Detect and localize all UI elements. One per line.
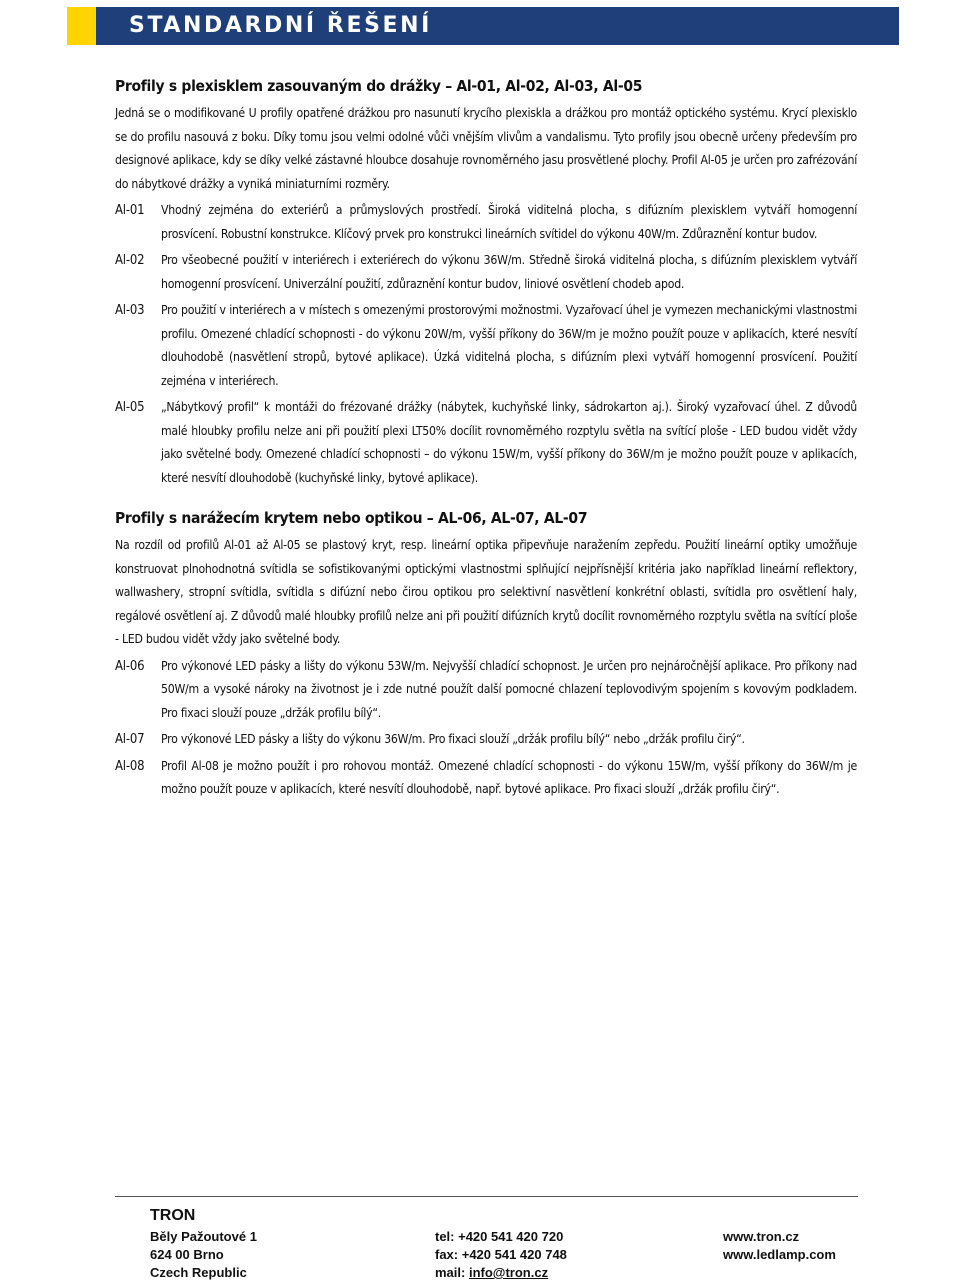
web-block xyxy=(723,1228,836,1264)
section2 xyxy=(115,506,857,802)
profile-code: Al-08 xyxy=(115,758,145,774)
list-item xyxy=(115,728,857,752)
list-item xyxy=(115,755,857,802)
list-item xyxy=(115,655,857,726)
list-item xyxy=(115,249,857,296)
footer-divider xyxy=(115,1196,858,1197)
section2-heading: Profily s narážecím krytem nebo optikou – AL-06, AL-07, AL-07 xyxy=(115,509,588,527)
section1-heading: Profily s plexisklem zasouvaným do drážky – Al-01, Al-02, Al-03, Al-05 xyxy=(115,77,643,95)
document-body xyxy=(115,74,857,802)
website-link-tron[interactable]: www.tron.cz xyxy=(723,1229,800,1244)
profile-code: Al-01 xyxy=(115,203,145,218)
company-name: TRON xyxy=(150,1207,196,1224)
profile-code: Al-02 xyxy=(115,253,145,268)
profile-description: „Nábytkový profil“ k montáži do frézované drážky (nábytek, kuchyňské linky, sádrokarton aj.). Široký vyzařovací úhel. Z důvodů malé hloubky profilu nelze ani při použití plexi LT50% docílit rovnoměrného rozptylu světla na svítící ploše - LED budou vidět vždy jako světelné body. Omezené chladící schopnosti – do výkonu 15W/m, vyšší příkony do 36W/m je možno použít pouze v aplikacích, které nesvítí dlouhodobě (kuchyňské linky, bytové aplikace). xyxy=(161,400,857,485)
fax-number: fax: +420 541 420 748 xyxy=(435,1247,567,1262)
profile-description: Profil Al-08 je možno použít i pro rohovou montáž. Omezené chladící schopnosti - do výkonu 15W/m, vyšší příkony do 36W/m je možno použít pouze v aplikacích, které nesvítí dlouhodobě, např. bytové aplikace. Pro fixaci slouží „držák profilu čirý“. xyxy=(161,758,857,796)
profile-description: Pro použití v interiérech a v místech s omezenými prostorovými možnostmi. Vyzařovací úhel je vymezen mechanickými vlastnostmi profilu. Omezené chladící schopnosti - do výkonu 20W/m, vyšší příkony do 36W/m je možno použít pouze v aplikacích, které nesvítí dlouhodobě (nasvětlení stropů, bytové aplikace). Úzká viditelná plocha, s difúzním plexi vytváří homogenní prosvícení. Použití zejména v interiérech. xyxy=(161,303,857,388)
profile-code: Al-06 xyxy=(115,658,145,674)
profile-description: Pro všeobecné použití v interiérech i exteriérech do výkonu 36W/m. Středně široká viditelná plocha, s difúzním plexisklem vytváří homogenní prosvícení. Univerzální použití, zdůraznění kontur budov, liniové osvětlení chodeb apod. xyxy=(161,253,857,291)
section2-intro: Na rozdíl od profilů Al-01 až Al-05 se plastový kryt, resp. lineární optika připevňuje naražením zepředu. Použití lineární optiky umožňuje konstruovat plnohodnotná svítidla se sofistikovanými optickými vlastnostmi splňující nejpřísnější kritéria jako například lineární reflektory, wallwashery, stropní svítidla, svítidla s difúzní nebo čirou optikou pro selektivní nasvětlení konkrétní oblasti, svítidla pro osvětlení haly, regálové osvětlení aj. Z důvodů malé hloubky profilů nelze ani při použití difúzních krytů docílit rovnoměrného rozptylu světla na svítící ploše - LED budou vidět vždy jako světelné body. xyxy=(115,538,857,646)
email-link[interactable]: info@tron.cz xyxy=(468,1265,549,1280)
website-link-ledlamp[interactable]: www.ledlamp.com xyxy=(723,1247,836,1262)
banner-accent-block xyxy=(67,7,96,45)
list-item xyxy=(115,199,857,246)
profile-description: Pro výkonové LED pásky a lišty do výkonu 36W/m. Pro fixaci slouží „držák profilu bílý“ nebo „držák profilu čirý“. xyxy=(161,732,745,746)
list-item xyxy=(115,299,857,393)
section1-intro: Jedná se o modifikované U profily opatřené drážkou pro nasunutí krycího plexiskla a drážkou pro montáž optického systému. Krycí plexisklo se do profilu nasouvá z boku. Díky tomu jsou velmi odolné vůči vnějším vlivům a vandalismu. Tyto profily jsou obecně určeny především pro designové aplikace, kdy se díky velké zástavné hloubce dosahuje rovnoměrného jasu prosvětlené plochy. Profil Al-05 je určen pro zafrézování do nábytkové drážky a vyniká miniaturními rozměry. xyxy=(115,106,857,191)
address-street: Běly Pažoutové 1 xyxy=(150,1229,257,1244)
email-line xyxy=(435,1264,567,1282)
banner-title: STANDARDNÍ ŘEŠENÍ xyxy=(129,13,432,38)
phone-number: tel: +420 541 420 720 xyxy=(435,1229,564,1244)
footer xyxy=(150,1205,870,1280)
address-country: Czech Republic xyxy=(150,1265,247,1280)
contact-block xyxy=(435,1228,567,1282)
header-banner xyxy=(67,7,899,45)
profile-description: Pro výkonové LED pásky a lišty do výkonu 53W/m. Nejvyšší chladící schopnost. Je určen pro nejnáročnější aplikace. Pro příkony nad 50W/m a vysoké nároky na životnost je i zde nutné použít další pomocné chlazení teplovodivým spojením s kovovým podkladem. Pro fixaci slouží pouze „držák profilu bílý“. xyxy=(161,658,857,720)
address-city: 624 00 Brno xyxy=(150,1247,224,1262)
profile-description: Vhodný zejména do exteriérů a průmyslových prostředí. Široká viditelná plocha, s difúzním plexisklem vytváří homogenní prosvícení. Robustní konstrukce. Klíčový prvek pro konstrukci lineárních svítidel do výkonu 40W/m. Zdůraznění kontur budov. xyxy=(161,203,857,241)
profile-code: Al-07 xyxy=(115,732,145,747)
address-block xyxy=(150,1228,257,1282)
email-label: mail: xyxy=(435,1265,469,1280)
list-item xyxy=(115,396,857,490)
profile-code: Al-03 xyxy=(115,303,145,318)
profile-code: Al-05 xyxy=(115,400,145,415)
